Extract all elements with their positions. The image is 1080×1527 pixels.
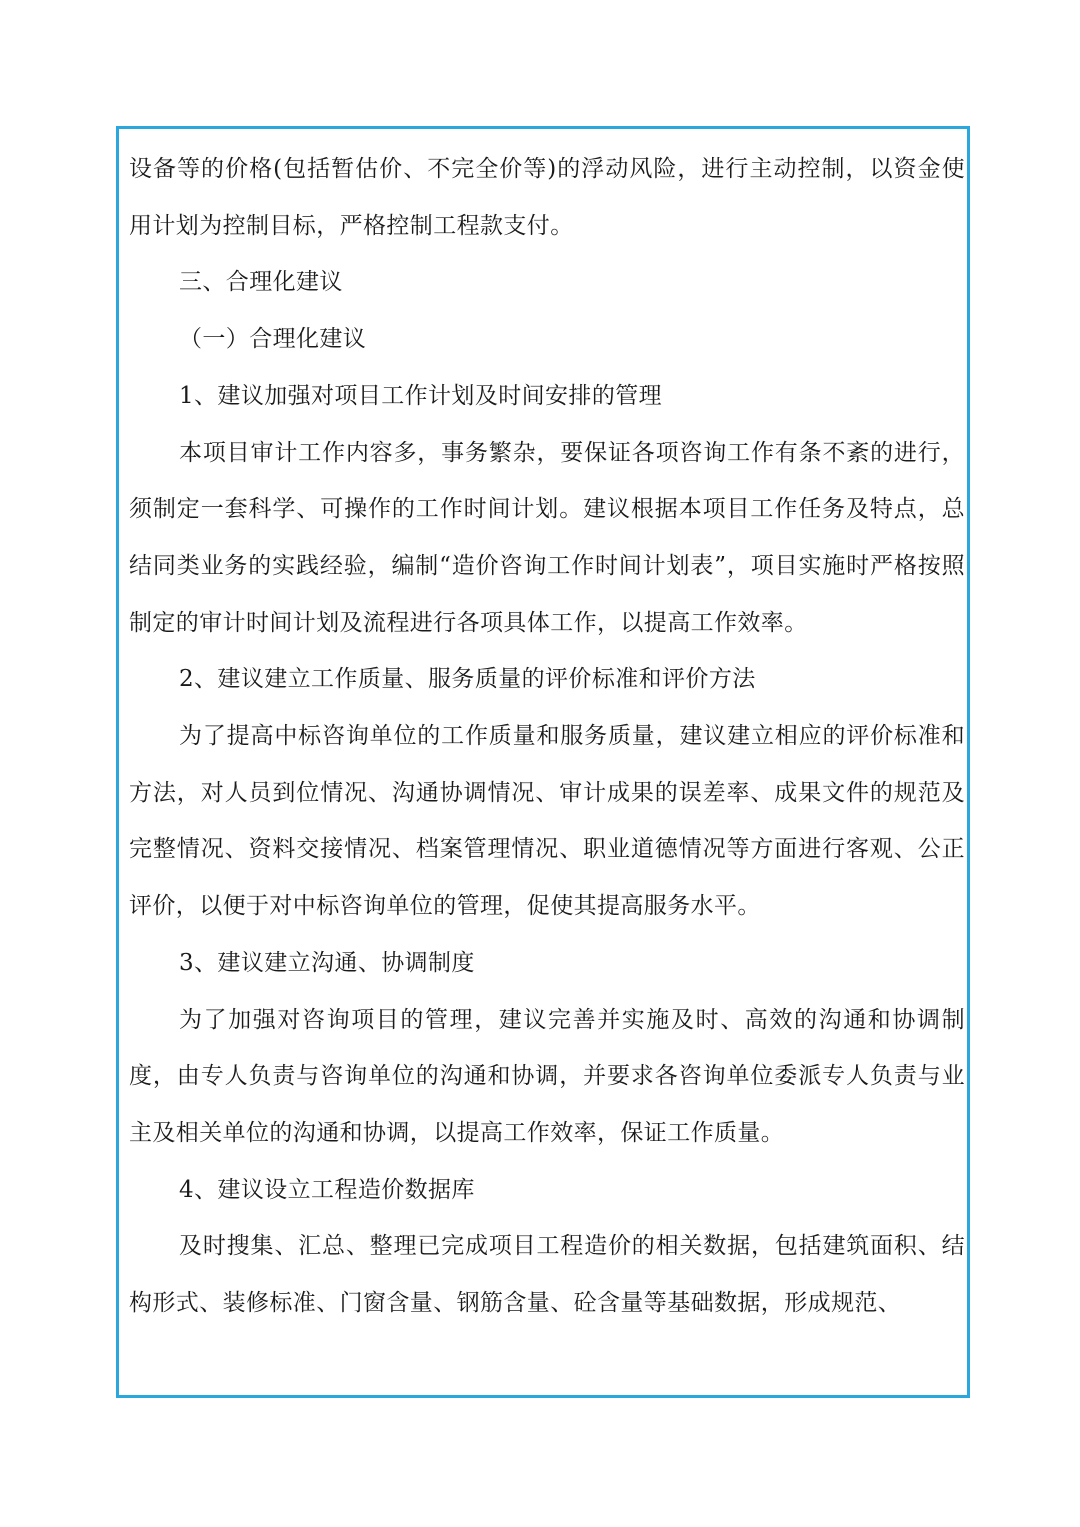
- item-4-body: 及时搜集、汇总、整理已完成项目工程造价的相关数据，包括建筑面积、结构形式、装修标准、门窗含量、钢筋含量、砼含量等基础数据，形成规范、: [129, 1233, 965, 1317]
- document-body: [129, 141, 965, 1332]
- item-3-heading: 3、建议建立沟通、协调制度: [179, 949, 475, 976]
- item-2-body: 为了提高中标咨询单位的工作质量和服务质量，建议建立相应的评价标准和方法，对人员到位情况、沟通协调情况、审计成果的误差率、成果文件的规范及完整情况、资料交接情况、档案管理情况、职业道德情况等方面进行客观、公正评价，以便于对中标咨询单位的管理，促使其提高服务水平。: [129, 723, 965, 920]
- item-2-heading: 2、建议建立工作质量、服务质量的评价标准和评价方法: [179, 666, 756, 693]
- item-1-body: 本项目审计工作内容多，事务繁杂，要保证各项咨询工作有条不紊的进行，须制定一套科学、可操作的工作时间计划。建议根据本项目工作任务及特点，总结同类业务的实践经验，编制“造价咨询工作时间计划表”，项目实施时严格按照制定的审计时间计划及流程进行各项具体工作，以提高工作效率。: [129, 439, 965, 636]
- document-frame: [116, 126, 970, 1398]
- subsection-heading: （一）合理化建议: [179, 326, 367, 353]
- item-4-heading: 4、建议设立工程造价数据库: [179, 1176, 475, 1203]
- section-heading: 三、合理化建议: [179, 269, 343, 296]
- paragraph-continuation: 设备等的价格(包括暂估价、不完全价等)的浮动风险，进行主动控制，以资金使用计划为控制目标，严格控制工程款支付。: [129, 156, 965, 239]
- item-3-body: 为了加强对咨询项目的管理，建议完善并实施及时、高效的沟通和协调制度，由专人负责与咨询单位的沟通和协调，并要求各咨询单位委派专人负责与业主及相关单位的沟通和协调，以提高工作效率，保证工作质量。: [129, 1006, 965, 1146]
- item-1-heading: 1、建议加强对项目工作计划及时间安排的管理: [179, 382, 663, 409]
